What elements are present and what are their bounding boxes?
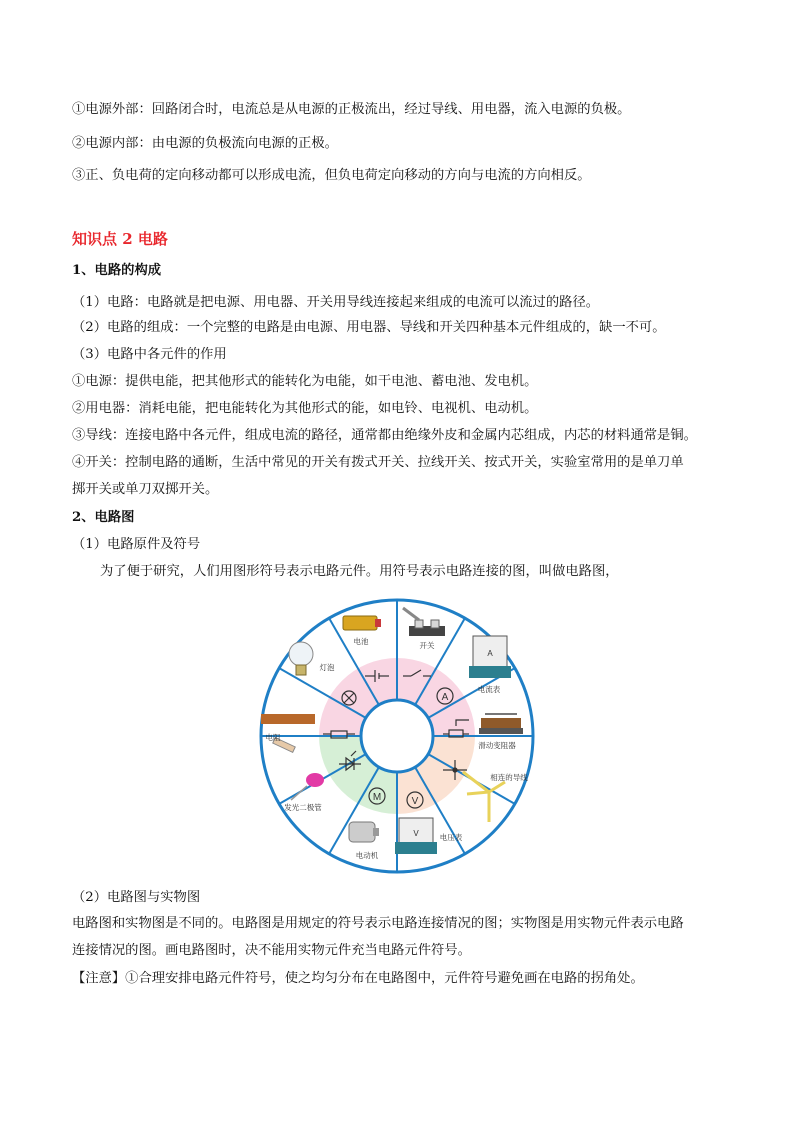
label-led: 发光二极管 — [284, 803, 322, 812]
wheel-inner-ring — [361, 700, 433, 772]
ammeter-picture-icon — [469, 636, 511, 678]
para-charge-direction: ③正、负电荷的定向移动都可以形成电流，但负电荷定向移动的方向与电流的方向相反。 — [72, 168, 591, 183]
line-diagram-desc-b: 连接情况的图。画电路图时，决不能用实物元件充当电路元件符号。 — [72, 943, 471, 958]
motor-picture-icon — [349, 822, 379, 842]
line-circuit-def: （1）电路：电路就是把电源、用电器、开关用导线连接起来组成的电流可以流过的路径。 — [72, 295, 600, 310]
ammeter-face-letter: A — [487, 649, 493, 658]
label-motor: 电动机 — [355, 851, 379, 860]
battery-picture-icon — [343, 616, 381, 630]
line-symbols: （1）电路原件及符号 — [72, 537, 201, 552]
label-wires: 相连的导线 — [490, 773, 528, 782]
label-switch: 开关 — [419, 641, 435, 650]
line-wire: ③导线：连接电路中各元件，组成电流的路径，通常都由绝缘外皮和金属内芯组成，内芯的材料通常是铜。 — [72, 428, 697, 443]
para-power-external: ①电源外部：回路闭合时，电流总是从电源的正极流出，经过导线、用电器，流入电源的负极。 — [72, 102, 631, 117]
heading-circuit-structure: 1、电路的构成 — [72, 263, 162, 278]
label-resistor: 电阻 — [265, 733, 281, 742]
label-rheostat: 滑动变阻器 — [478, 741, 516, 750]
ammeter-symbol-letter: A — [441, 692, 449, 703]
line-appliance: ②用电器：消耗电能，把电能转化为其他形式的能，如电铃、电视机、电动机。 — [72, 401, 538, 416]
line-switch-a: ④开关：控制电路的通断，生活中常见的开关有拨式开关、拉线开关、按式开关，实验室常用的是单刀单 — [72, 455, 684, 470]
line-diagram-vs-real: （2）电路图与实物图 — [72, 890, 201, 905]
heading-circuit-diagram: 2、电路图 — [72, 510, 135, 525]
circuit-symbols-wheel — [257, 596, 537, 876]
voltmeter-symbol-letter: V — [411, 796, 419, 807]
label-battery: 电池 — [353, 637, 369, 646]
line-circuit-components: （2）电路的组成：一个完整的电路是由电源、用电器、导线和开关四种基本元件组成的，缺一不可。 — [72, 320, 666, 335]
line-switch-b: 掷开关或单刀双掷开关。 — [72, 482, 219, 497]
label-voltmeter: 电压表 — [439, 833, 463, 842]
line-symbols-desc: 为了便于研究，人们用图形符号表示电路元件。用符号表示电路连接的图，叫做电路图， — [100, 564, 619, 579]
line-components-role: （3）电路中各元件的作用 — [72, 347, 227, 362]
motor-symbol-letter: M — [372, 792, 382, 803]
line-power-source: ①电源：提供电能，把其他形式的能转化为电能，如干电池、蓄电池、发电机。 — [72, 374, 538, 389]
para-power-internal: ②电源内部：由电源的负极流向电源的正极。 — [72, 136, 338, 151]
section-title: 知识点 2 电路 — [72, 230, 168, 248]
label-ammeter: 电流表 — [477, 685, 501, 694]
label-bulb: 灯泡 — [319, 663, 335, 672]
voltmeter-face-letter: V — [413, 829, 419, 838]
line-diagram-desc-a: 电路图和实物图是不同的。电路图是用规定的符号表示电路连接情况的图；实物图是用实物元件表示电路 — [72, 916, 684, 931]
line-note: 【注意】①合理安排电路元件符号，使之均匀分布在电路图中，元件符号避免画在电路的拐角处。 — [72, 971, 644, 986]
voltmeter-picture-icon — [395, 818, 437, 854]
